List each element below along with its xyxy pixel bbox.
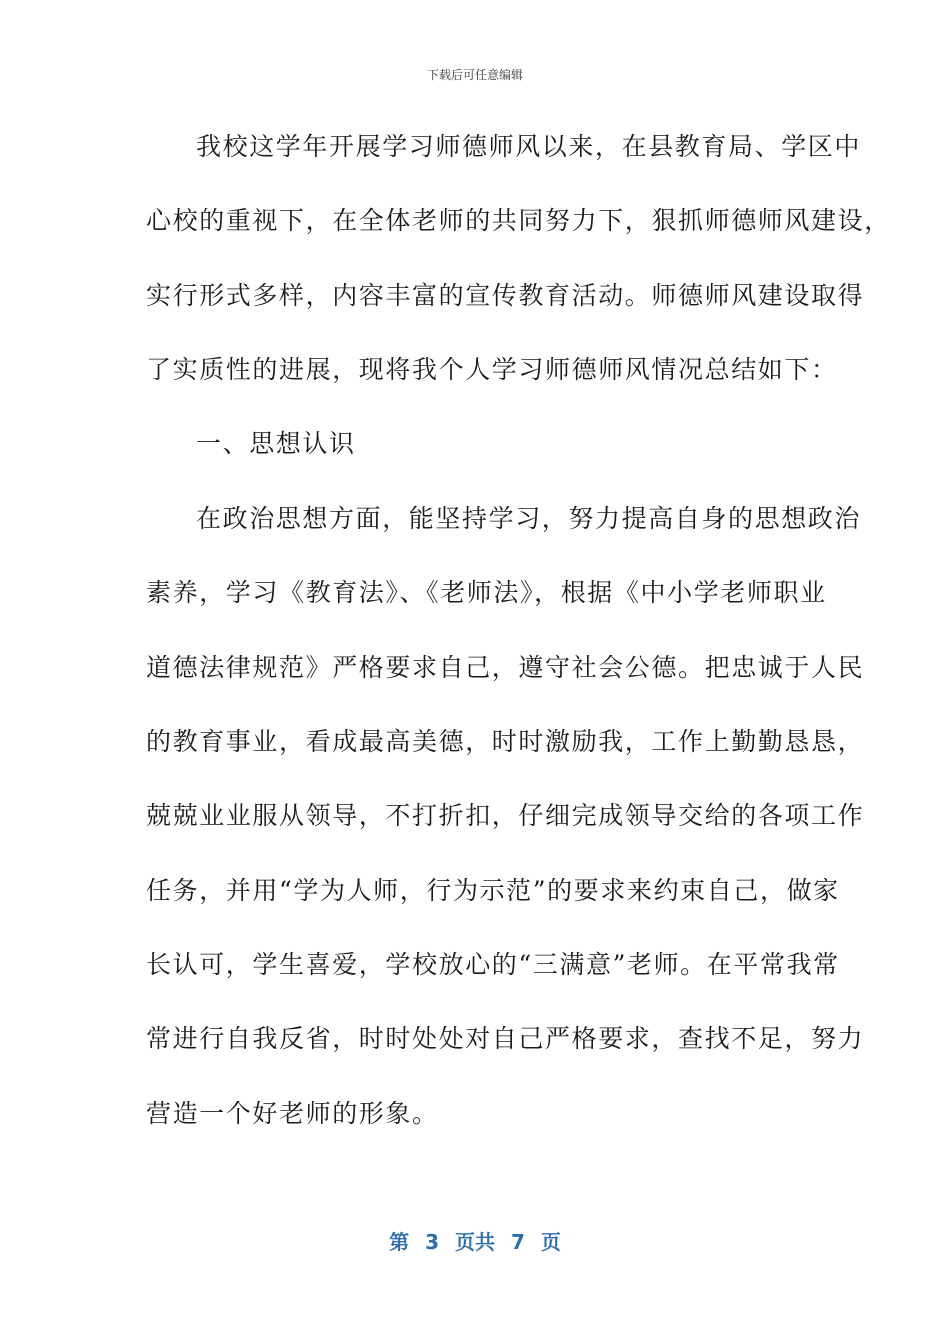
paragraph-line: 我校这学年开展学习师德师风以来，在县教育局、学区中: [196, 132, 862, 161]
total-pages-number: 7: [511, 1230, 525, 1254]
paragraph-line: 在政治思想方面，能坚持学习，努力提高自身的思想政治: [196, 504, 862, 533]
page-footer: [0, 1226, 950, 1255]
paragraph-line: 长认可，学生喜爱，学校放心的“三满意”老师。在平常我常: [146, 950, 840, 979]
paragraph-line: 任务，并用“学为人师，行为示范”的要求来约束自己，做家: [146, 876, 840, 905]
paragraph-line: 素养，学习《教育法》、《老师法》，根据《中小学老师职业: [146, 578, 827, 607]
paragraph-line: 了实质性的进展，现将我个人学习师德师风情况总结如下：: [146, 355, 838, 384]
paragraph-line: 心校的重视下，在全体老师的共同努力下，狠抓师德师风建设，: [146, 206, 891, 235]
current-page-number: 3: [425, 1230, 439, 1254]
paragraph-line: 的教育事业，看成最高美德，时时激励我，工作上勤勤恳恳，: [146, 727, 865, 756]
paragraph-line: 道德法律规范》严格要求自己，遵守社会公德。把忠诚于人民: [146, 653, 865, 682]
header-note: 下载后可任意编辑: [426, 68, 523, 82]
footer-prefix: 第: [389, 1230, 410, 1254]
paragraph-line: 实行形式多样，内容丰富的宣传教育活动。师德师风建设取得: [146, 281, 865, 310]
paragraph-line: 兢兢业业服从领导，不打折扣，仔细完成领导交给的各项工作: [146, 801, 865, 830]
section-heading: 一、思想认识: [196, 429, 356, 458]
paragraph-line: 营造一个好老师的形象。: [146, 1099, 439, 1128]
paragraph-line: 常进行自我反省，时时处处对自己严格要求，查找不足，努力: [146, 1024, 865, 1053]
footer-middle: 页共: [455, 1230, 495, 1254]
footer-suffix: 页: [540, 1230, 561, 1254]
